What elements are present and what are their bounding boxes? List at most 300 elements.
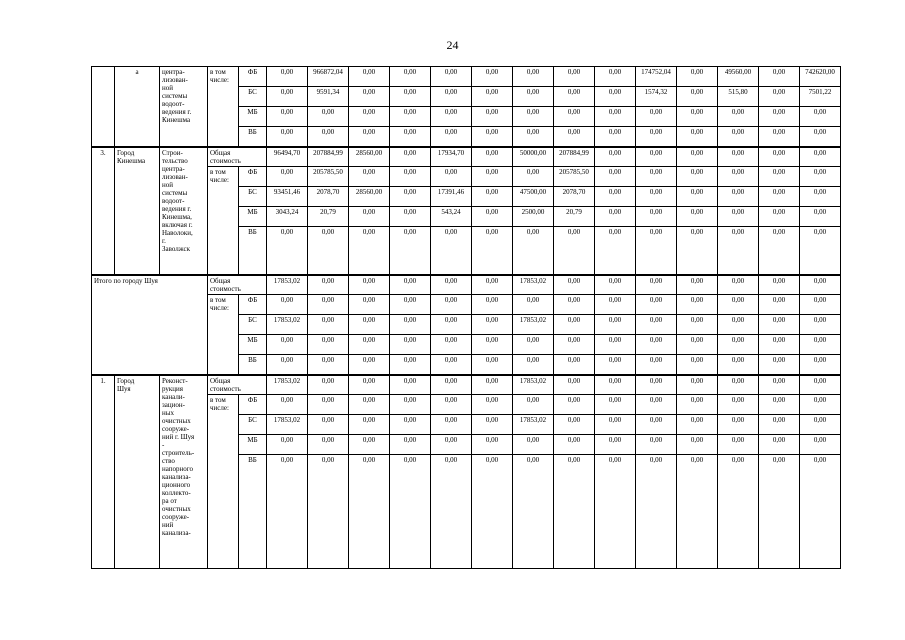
value-cell: 0,00 — [431, 435, 472, 455]
value-cell: 0,00 — [308, 455, 349, 569]
funding-source-cell: БС — [239, 315, 267, 335]
value-cell: 0,00 — [800, 315, 841, 335]
value-cell: 0,00 — [349, 207, 390, 227]
value-cell: 0,00 — [513, 295, 554, 315]
value-cell: 0,00 — [390, 67, 431, 87]
value-cell: 0,00 — [595, 455, 636, 569]
value-cell: 0,00 — [636, 227, 677, 275]
value-cell: 205785,50 — [554, 167, 595, 187]
value-cell: 0,00 — [267, 435, 308, 455]
value-cell: 0,00 — [554, 435, 595, 455]
value-cell: 0,00 — [759, 455, 800, 569]
value-cell: 0,00 — [595, 67, 636, 87]
page-number: 24 — [446, 38, 459, 52]
value-cell: 0,00 — [472, 187, 513, 207]
value-cell: 0,00 — [267, 395, 308, 415]
value-cell: 0,00 — [267, 107, 308, 127]
value-cell: 0,00 — [349, 455, 390, 569]
value-cell: 0,00 — [718, 375, 759, 395]
value-cell: 0,00 — [718, 207, 759, 227]
value-cell: 0,00 — [390, 87, 431, 107]
value-cell: 0,00 — [390, 107, 431, 127]
value-cell: 207884,99 — [554, 147, 595, 167]
value-cell: 17853,02 — [513, 315, 554, 335]
value-cell: 17934,70 — [431, 147, 472, 167]
inclusive-label: в том числе: — [208, 167, 239, 275]
value-cell: 0,00 — [349, 375, 390, 395]
value-cell: 0,00 — [677, 335, 718, 355]
financing-table — [91, 66, 841, 569]
value-cell: 0,00 — [349, 335, 390, 355]
value-cell: 0,00 — [390, 375, 431, 395]
value-cell: 47500,00 — [513, 187, 554, 207]
value-cell: 0,00 — [349, 295, 390, 315]
value-cell: 0,00 — [636, 147, 677, 167]
value-cell: 0,00 — [554, 335, 595, 355]
value-cell: 0,00 — [349, 107, 390, 127]
value-cell: 49560,00 — [718, 67, 759, 87]
funding-source-cell: БС — [239, 187, 267, 207]
value-cell: 0,00 — [431, 355, 472, 375]
value-cell: 0,00 — [759, 167, 800, 187]
value-cell: 0,00 — [431, 87, 472, 107]
value-cell: 0,00 — [595, 375, 636, 395]
value-cell: 0,00 — [800, 127, 841, 147]
value-cell: 0,00 — [636, 395, 677, 415]
value-cell: 0,00 — [349, 415, 390, 435]
funding-source-cell: ФБ — [239, 395, 267, 415]
value-cell: 0,00 — [595, 187, 636, 207]
table-row — [92, 147, 841, 167]
value-cell: 966872,04 — [308, 67, 349, 87]
value-cell: 0,00 — [472, 375, 513, 395]
value-cell: 0,00 — [308, 275, 349, 295]
value-cell: 742620,00 — [800, 67, 841, 87]
value-cell: 0,00 — [431, 275, 472, 295]
value-cell: 0,00 — [308, 227, 349, 275]
value-cell: 0,00 — [718, 227, 759, 275]
object-cell: Строи- тельство центра- лизован- ной системы водоот- ведения г. Кинешма, включая г. Наволоки, г. Заволжск — [160, 147, 208, 275]
object-cell: центра- лизован- ной системы водоот- ведения г. Кинешма — [160, 67, 208, 147]
value-cell: 0,00 — [718, 187, 759, 207]
value-cell: 0,00 — [677, 455, 718, 569]
value-cell: 0,00 — [472, 207, 513, 227]
value-cell: 0,00 — [390, 167, 431, 187]
value-cell: 20,79 — [308, 207, 349, 227]
value-cell: 0,00 — [677, 375, 718, 395]
value-cell: 0,00 — [677, 435, 718, 455]
value-cell: 0,00 — [513, 127, 554, 147]
value-cell: 0,00 — [431, 315, 472, 335]
value-cell: 0,00 — [390, 315, 431, 335]
value-cell: 0,00 — [595, 147, 636, 167]
value-cell: 515,80 — [718, 87, 759, 107]
value-cell: 0,00 — [595, 335, 636, 355]
value-cell: 0,00 — [800, 395, 841, 415]
value-cell: 2500,00 — [513, 207, 554, 227]
value-cell: 0,00 — [554, 227, 595, 275]
value-cell: 0,00 — [636, 207, 677, 227]
value-cell: 0,00 — [800, 435, 841, 455]
value-cell: 0,00 — [390, 187, 431, 207]
value-cell: 0,00 — [677, 315, 718, 335]
value-cell: 0,00 — [759, 395, 800, 415]
value-cell: 543,24 — [431, 207, 472, 227]
value-cell: 0,00 — [472, 107, 513, 127]
value-cell: 0,00 — [595, 275, 636, 295]
value-cell: 0,00 — [472, 227, 513, 275]
value-cell: 0,00 — [308, 127, 349, 147]
value-cell: 0,00 — [267, 355, 308, 375]
value-cell: 0,00 — [349, 167, 390, 187]
funding-source-cell: ФБ — [239, 295, 267, 315]
value-cell: 0,00 — [267, 87, 308, 107]
value-cell: 0,00 — [308, 375, 349, 395]
value-cell: 28560,00 — [349, 147, 390, 167]
value-cell: 0,00 — [390, 295, 431, 315]
value-cell: 0,00 — [677, 67, 718, 87]
value-cell: 0,00 — [800, 147, 841, 167]
value-cell: 0,00 — [718, 147, 759, 167]
value-cell: 17853,02 — [513, 275, 554, 295]
value-cell: 0,00 — [390, 147, 431, 167]
value-cell: 0,00 — [390, 415, 431, 435]
funding-source-cell: МБ — [239, 335, 267, 355]
value-cell: 0,00 — [390, 455, 431, 569]
value-cell: 0,00 — [431, 107, 472, 127]
funding-source-cell: 17853,02 — [267, 375, 308, 395]
value-cell: 0,00 — [677, 395, 718, 415]
value-cell: 0,00 — [554, 127, 595, 147]
value-cell: 0,00 — [390, 207, 431, 227]
table-row — [92, 67, 841, 87]
location-cell: Город Шуя — [115, 375, 160, 569]
value-cell: 0,00 — [267, 295, 308, 315]
value-cell: 0,00 — [759, 227, 800, 275]
value-cell: 0,00 — [308, 107, 349, 127]
value-cell: 0,00 — [677, 355, 718, 375]
value-cell: 0,00 — [472, 67, 513, 87]
value-cell: 0,00 — [349, 227, 390, 275]
funding-source-cell: 96494,70 — [267, 147, 308, 167]
value-cell: 0,00 — [267, 455, 308, 569]
value-cell: 0,00 — [800, 335, 841, 355]
total-label: Общая стоимость — [208, 275, 267, 295]
value-cell: 0,00 — [554, 315, 595, 335]
value-cell: 0,00 — [718, 275, 759, 295]
value-cell: 0,00 — [677, 127, 718, 147]
value-cell: 0,00 — [677, 415, 718, 435]
value-cell: 0,00 — [636, 295, 677, 315]
value-cell: 0,00 — [759, 87, 800, 107]
funding-source-cell: ВБ — [239, 355, 267, 375]
value-cell: 0,00 — [513, 87, 554, 107]
value-cell: 174752,04 — [636, 67, 677, 87]
table-row — [92, 275, 841, 295]
value-cell: 0,00 — [677, 187, 718, 207]
value-cell: 7501,22 — [800, 87, 841, 107]
value-cell: 0,00 — [308, 335, 349, 355]
value-cell: 0,00 — [718, 167, 759, 187]
value-cell: 0,00 — [513, 335, 554, 355]
value-cell: 0,00 — [472, 315, 513, 335]
value-cell: 0,00 — [472, 87, 513, 107]
value-cell: 0,00 — [595, 87, 636, 107]
value-cell: 0,00 — [349, 435, 390, 455]
subtotal-label: Итого по городу Шуя — [92, 275, 208, 375]
value-cell: 0,00 — [677, 207, 718, 227]
value-cell: 0,00 — [718, 455, 759, 569]
value-cell: 28560,00 — [349, 187, 390, 207]
location-cell: Город Кинешма — [115, 147, 160, 275]
value-cell: 0,00 — [390, 227, 431, 275]
value-cell: 0,00 — [472, 355, 513, 375]
value-cell: 205785,50 — [308, 167, 349, 187]
value-cell: 0,00 — [636, 127, 677, 147]
value-cell: 0,00 — [636, 435, 677, 455]
value-cell: 0,00 — [759, 187, 800, 207]
value-cell: 17853,02 — [267, 415, 308, 435]
value-cell: 0,00 — [513, 167, 554, 187]
funding-source-cell: ФБ — [239, 167, 267, 187]
value-cell: 0,00 — [677, 167, 718, 187]
value-cell: 0,00 — [349, 355, 390, 375]
value-cell: 0,00 — [759, 275, 800, 295]
value-cell: 0,00 — [718, 127, 759, 147]
value-cell: 0,00 — [554, 375, 595, 395]
value-cell: 0,00 — [759, 355, 800, 375]
value-cell: 0,00 — [800, 187, 841, 207]
value-cell: 0,00 — [759, 415, 800, 435]
value-cell: 0,00 — [390, 355, 431, 375]
value-cell: 0,00 — [390, 435, 431, 455]
value-cell: 0,00 — [431, 375, 472, 395]
value-cell: 0,00 — [267, 167, 308, 187]
value-cell: 0,00 — [595, 207, 636, 227]
funding-source-cell: ВБ — [239, 455, 267, 569]
value-cell: 0,00 — [800, 415, 841, 435]
value-cell: 0,00 — [718, 355, 759, 375]
value-cell: 2078,70 — [308, 187, 349, 207]
value-cell: 9591,34 — [308, 87, 349, 107]
value-cell: 0,00 — [308, 315, 349, 335]
value-cell: 0,00 — [718, 335, 759, 355]
value-cell: 0,00 — [513, 395, 554, 415]
value-cell: 17391,46 — [431, 187, 472, 207]
value-cell: 0,00 — [513, 227, 554, 275]
value-cell: 0,00 — [472, 275, 513, 295]
value-cell: 0,00 — [431, 227, 472, 275]
value-cell: 0,00 — [718, 395, 759, 415]
funding-source-cell: ВБ — [239, 127, 267, 147]
inclusive-label: в том числе: — [208, 395, 239, 569]
funding-source-cell: МБ — [239, 435, 267, 455]
value-cell: 0,00 — [513, 455, 554, 569]
value-cell: 0,00 — [390, 335, 431, 355]
value-cell: 0,00 — [677, 275, 718, 295]
value-cell: 0,00 — [554, 275, 595, 295]
value-cell: 0,00 — [759, 295, 800, 315]
value-cell: 0,00 — [431, 415, 472, 435]
object-cell: Реконст- рукция канали- зацион- ных очистных сооруже- ний г. Шуя - строитель- ство напорного канализа- ционного коллекто- ра от очистных сооруже- ний канализа- — [160, 375, 208, 569]
value-cell: 17853,02 — [513, 375, 554, 395]
value-cell: 93451,46 — [267, 187, 308, 207]
value-cell: 0,00 — [759, 127, 800, 147]
value-cell: 0,00 — [390, 395, 431, 415]
value-cell: 0,00 — [677, 147, 718, 167]
value-cell: 0,00 — [800, 227, 841, 275]
value-cell: 0,00 — [472, 127, 513, 147]
value-cell: 20,79 — [554, 207, 595, 227]
value-cell: 0,00 — [554, 107, 595, 127]
value-cell: 0,00 — [513, 67, 554, 87]
value-cell: 0,00 — [472, 335, 513, 355]
value-cell: 0,00 — [636, 315, 677, 335]
value-cell: 0,00 — [759, 67, 800, 87]
value-cell: 0,00 — [595, 315, 636, 335]
value-cell: 0,00 — [472, 167, 513, 187]
value-cell: 0,00 — [554, 355, 595, 375]
value-cell: 0,00 — [349, 275, 390, 295]
funding-source-cell: МБ — [239, 107, 267, 127]
value-cell: 0,00 — [472, 415, 513, 435]
value-cell: 0,00 — [595, 415, 636, 435]
subitem-cell: а — [115, 67, 160, 147]
total-label: Общая стоимость — [208, 147, 267, 167]
value-cell: 0,00 — [390, 127, 431, 147]
num-cell — [92, 67, 115, 147]
value-cell: 0,00 — [513, 107, 554, 127]
value-cell: 0,00 — [554, 455, 595, 569]
value-cell: 0,00 — [431, 127, 472, 147]
value-cell: 0,00 — [554, 87, 595, 107]
value-cell: 0,00 — [308, 295, 349, 315]
value-cell: 0,00 — [759, 375, 800, 395]
funding-source-cell: БС — [239, 415, 267, 435]
value-cell: 0,00 — [349, 315, 390, 335]
num-cell: 3. — [92, 147, 115, 275]
value-cell: 0,00 — [718, 295, 759, 315]
value-cell: 50000,00 — [513, 147, 554, 167]
value-cell: 0,00 — [759, 107, 800, 127]
value-cell: 0,00 — [554, 415, 595, 435]
funding-source-cell: БС — [239, 87, 267, 107]
value-cell: 0,00 — [554, 67, 595, 87]
value-cell: 0,00 — [472, 435, 513, 455]
value-cell: 0,00 — [554, 295, 595, 315]
value-cell: 0,00 — [308, 355, 349, 375]
value-cell: 0,00 — [636, 187, 677, 207]
value-cell: 17853,02 — [513, 415, 554, 435]
value-cell: 0,00 — [636, 107, 677, 127]
value-cell: 0,00 — [349, 127, 390, 147]
value-cell: 0,00 — [800, 355, 841, 375]
value-cell: 0,00 — [800, 275, 841, 295]
value-cell: 0,00 — [595, 435, 636, 455]
value-cell: 0,00 — [595, 295, 636, 315]
total-label: Общая стоимость — [208, 375, 267, 395]
value-cell: 0,00 — [472, 295, 513, 315]
value-cell: 0,00 — [472, 147, 513, 167]
value-cell: 2078,70 — [554, 187, 595, 207]
value-cell: 0,00 — [308, 395, 349, 415]
value-cell: 207884,99 — [308, 147, 349, 167]
value-cell: 0,00 — [472, 455, 513, 569]
value-cell: 0,00 — [595, 355, 636, 375]
funding-source-cell: 17853,02 — [267, 275, 308, 295]
value-cell: 0,00 — [267, 67, 308, 87]
funding-source-cell: ФБ — [239, 67, 267, 87]
value-cell: 0,00 — [677, 227, 718, 275]
value-cell: 0,00 — [800, 295, 841, 315]
value-cell: 0,00 — [759, 435, 800, 455]
value-cell: 0,00 — [390, 275, 431, 295]
value-cell: 0,00 — [677, 87, 718, 107]
value-cell: 17853,02 — [267, 315, 308, 335]
value-cell: 0,00 — [718, 415, 759, 435]
value-cell: 0,00 — [431, 395, 472, 415]
value-cell: 0,00 — [472, 395, 513, 415]
value-cell: 0,00 — [513, 435, 554, 455]
value-cell: 0,00 — [349, 67, 390, 87]
value-cell: 0,00 — [636, 375, 677, 395]
value-cell: 0,00 — [759, 335, 800, 355]
value-cell: 0,00 — [431, 335, 472, 355]
num-cell: 1. — [92, 375, 115, 569]
value-cell: 0,00 — [308, 415, 349, 435]
value-cell: 0,00 — [800, 207, 841, 227]
value-cell: 0,00 — [595, 107, 636, 127]
value-cell: 0,00 — [431, 295, 472, 315]
value-cell: 0,00 — [759, 147, 800, 167]
value-cell: 3043,24 — [267, 207, 308, 227]
value-cell: 0,00 — [636, 275, 677, 295]
value-cell: 0,00 — [595, 127, 636, 147]
value-cell: 0,00 — [349, 395, 390, 415]
value-cell: 0,00 — [349, 87, 390, 107]
value-cell: 0,00 — [267, 127, 308, 147]
value-cell: 0,00 — [267, 227, 308, 275]
value-cell: 0,00 — [431, 455, 472, 569]
inclusive-label: в том числе: — [208, 295, 239, 375]
funding-source-cell: МБ — [239, 207, 267, 227]
value-cell: 0,00 — [718, 315, 759, 335]
value-cell: 0,00 — [431, 167, 472, 187]
value-cell: 0,00 — [677, 107, 718, 127]
value-cell: 0,00 — [513, 355, 554, 375]
value-cell: 0,00 — [595, 167, 636, 187]
inclusive-label: в том числе: — [208, 67, 239, 147]
value-cell: 0,00 — [595, 395, 636, 415]
value-cell: 0,00 — [759, 315, 800, 335]
value-cell: 0,00 — [800, 455, 841, 569]
value-cell: 0,00 — [636, 355, 677, 375]
value-cell: 0,00 — [759, 207, 800, 227]
value-cell: 0,00 — [595, 227, 636, 275]
value-cell: 0,00 — [431, 67, 472, 87]
value-cell: 0,00 — [554, 395, 595, 415]
value-cell: 0,00 — [267, 335, 308, 355]
value-cell: 0,00 — [718, 435, 759, 455]
value-cell: 0,00 — [636, 415, 677, 435]
value-cell: 0,00 — [677, 295, 718, 315]
value-cell: 0,00 — [308, 435, 349, 455]
table-row — [92, 375, 841, 395]
value-cell: 0,00 — [800, 167, 841, 187]
value-cell: 0,00 — [718, 107, 759, 127]
value-cell: 0,00 — [800, 375, 841, 395]
funding-source-cell: ВБ — [239, 227, 267, 275]
